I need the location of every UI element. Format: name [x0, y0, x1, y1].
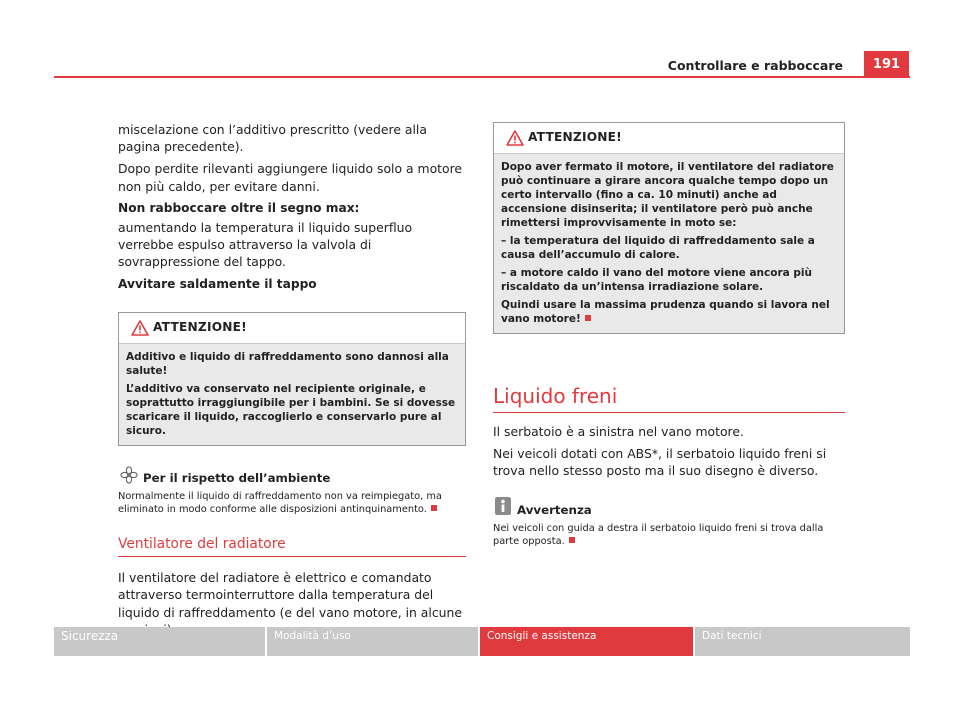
bold-heading: Non rabboccare oltre il segno max:	[118, 200, 360, 215]
flower-icon	[120, 466, 138, 484]
bold-heading: Avvitare saldamente il tappo	[118, 276, 317, 291]
paragraph: aumentando la temperatura il liquido superfluo verrebbe espulso attraverso la valvola di sovrappressione del tappo.	[118, 220, 413, 270]
warning-text: Additivo e liquido di raffreddamento sono dannosi alla salute!	[126, 350, 449, 377]
info-icon	[495, 497, 511, 515]
footer-tab-label: Dati tecnici	[702, 630, 762, 642]
warning-triangle-icon	[506, 130, 524, 146]
warning-text: – la temperatura del liquido di raffreddamento sale a causa dell’accumulo di calore.	[501, 235, 815, 261]
note-text: Nei veicoli con guida a destra il serbatoio liquido freni si trova dalla parte opposta.	[493, 522, 824, 547]
warning-text: Dopo aver fermato il motore, il ventilatore del radiatore può continuare a girare ancora qualche tempo dopo un certo intervallo (fino a ca. 10 minuti) anche ad accensione disinserita; il ventilatore però può anche rimettersi improvvisamente in moto se:	[501, 161, 834, 229]
warning-title: ATTENZIONE!	[528, 130, 622, 144]
warning-header	[119, 313, 465, 344]
paragraph: Dopo perdite rilevanti aggiungere liquido solo a motore non più caldo, per evitare danni.	[118, 161, 463, 194]
footer-tab-label: Consigli e assistenza	[487, 630, 597, 642]
footer-tab-sicurezza[interactable]	[54, 627, 265, 656]
left-column	[118, 121, 466, 638]
warning-text: – a motore caldo il vano del motore viene ancora più riscaldato da un’intensa irradiazione solare.	[501, 267, 812, 293]
page-number: 191	[864, 51, 909, 76]
warning-box	[118, 312, 466, 446]
end-marker-icon	[585, 315, 591, 321]
warning-text: Quindi usare la massima prudenza quando si lavora nel vano motore!	[501, 299, 830, 325]
warning-text: L’additivo va conservato nel recipiente originale, e soprattutto irraggiungibile per i bambini. Se si dovesse scaricare il liquido, raccoglierlo e conservarlo pure al sicuro.	[126, 382, 456, 437]
warning-box	[493, 122, 845, 334]
environment-title: Per il rispetto dell’ambiente	[143, 470, 331, 485]
environment-text: Normalmente il liquido di raffreddamento non va reimpiegato, ma eliminato in modo conforme alle disposizioni antinquinamento.	[118, 490, 442, 516]
chapter-title: Controllare e rabboccare	[667, 58, 843, 73]
note-title: Avvertenza	[517, 502, 592, 517]
paragraph: Il ventilatore del radiatore è elettrico e comandato attraverso termointerruttore dalla temperatura del liquido di raffreddamento (e del vano motore, in alcune	[118, 570, 462, 620]
right-column	[493, 122, 845, 548]
warning-body	[494, 154, 844, 333]
footer-tab-consigli[interactable]	[480, 627, 693, 656]
footer-nav	[54, 627, 910, 656]
paragraph: Il serbatoio è a sinistra nel vano motore.	[493, 424, 744, 439]
warning-header	[494, 123, 844, 154]
footer-tab-dati-tecnici[interactable]	[695, 627, 910, 656]
paragraph: miscelazione con l’additivo prescritto (vedere alla pagina precedente).	[118, 122, 427, 155]
warning-title: ATTENZIONE!	[153, 319, 247, 334]
environment-header	[118, 468, 466, 490]
section-title-brake-fluid: Liquido freni	[493, 384, 845, 413]
end-marker-icon	[569, 537, 575, 543]
footer-tab-label: Sicurezza	[61, 629, 119, 643]
section-title-fan: Ventilatore del radiatore	[118, 536, 466, 557]
note-header	[493, 500, 845, 522]
warning-body	[119, 344, 465, 445]
header-rule	[54, 76, 910, 78]
warning-triangle-icon	[131, 320, 149, 336]
footer-tab-modalita[interactable]	[267, 627, 478, 656]
footer-tab-label: Modalità d’uso	[274, 630, 351, 642]
paragraph: Nei veicoli dotati con ABS*, il serbatoio liquido freni si trova nello stesso posto ma il suo disegno è diverso.	[493, 446, 827, 479]
end-marker-icon	[431, 505, 437, 511]
